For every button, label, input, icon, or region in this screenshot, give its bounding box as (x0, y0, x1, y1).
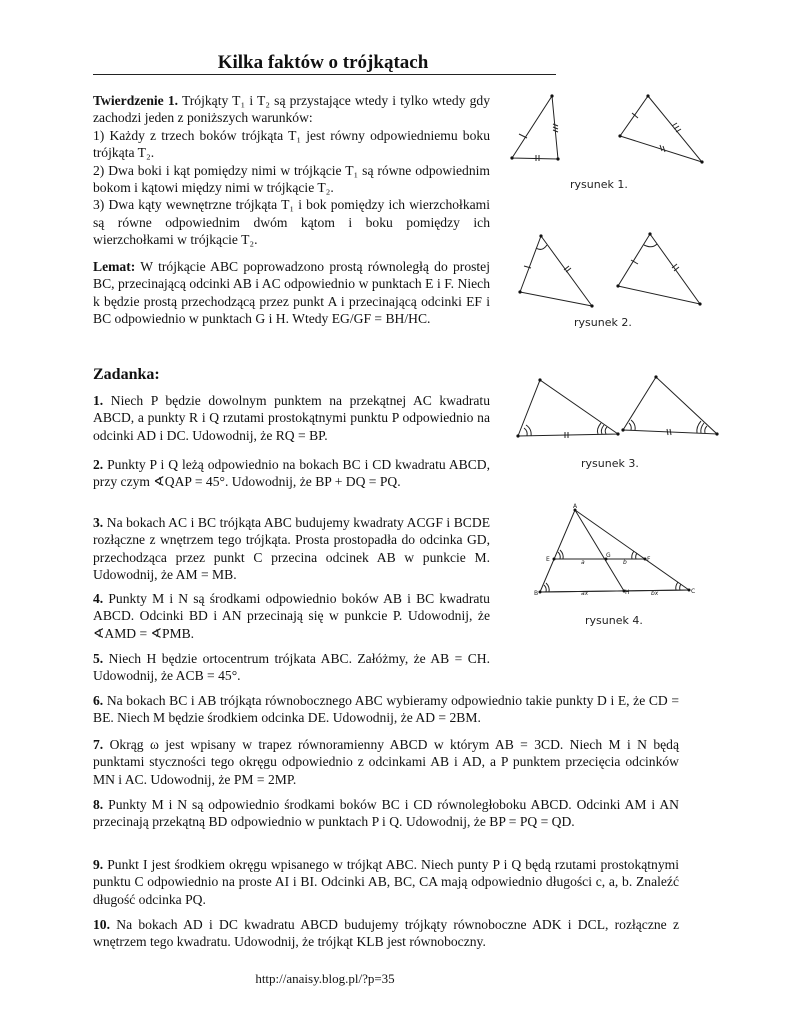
problem-text: Punkty M i N są odpowiednio środkami boków BC i CD równoległoboku ABCD. Odcinki AM i AN przecinają przekątną BD odpowiednio w punktach P i Q. Udowodnij, że BP = PQ = QD. (93, 797, 680, 830)
problem-number: 9. (93, 857, 104, 872)
figure-1 (500, 88, 730, 198)
lemma-label: Lemat: (93, 259, 136, 274)
problem-text: Okrąg ω jest wpisany w trapez równoramienny ABCD w którym AB = 3CD. Niech M i N będą punktami styczności tego okręgu odpowiednio z odcinkami AB i AD, a P punktem przecięcia odcinków MN i AC. Udowodnij, że PM = 2MP. (93, 737, 679, 787)
fig1-triangle-left (512, 96, 558, 159)
lemma-text: W trójkącie ABC poprowadzono prostą równoległą do prostej BC, przecinającą odcinki AB i AC odpowiednio w punktach E i F. Niech k będzie prostą przechodzącą przez punkt A i przecinającą odcinki EF i BC odpowiednio w punktach G i H. Wtedy EG/GF = BH/HC. (93, 259, 490, 327)
footer-url: http://anaisy.blog.pl/?p=35 (255, 971, 395, 986)
figure-3-label: rysunek 3. (581, 457, 639, 470)
problem-text: Na bokach AC i BC trójkąta ABC budujemy kwadraty ACGF i BCDE rozłączne z wnętrzem tego trójkąta. Prosta prostopadła do odcinka GD, przechodząca przez punkt C przecina odcinek AB w punkcie M. Udowodnij, że AM = MB. (93, 515, 490, 583)
theorem-text: Trójkąty T₁ i T₂ są przystające wtedy i tylko wtedy gdy zachodzi jeden z poniższych warunków: (93, 93, 490, 126)
problem-7 (93, 736, 679, 788)
fig4-point-G: G (606, 552, 611, 559)
theorem-block (93, 92, 490, 249)
problem-number: 5. (93, 651, 104, 666)
fig4-point-B: B (534, 590, 539, 597)
fig4-line-AH (575, 510, 624, 591)
theorem-condition-1: 1) Każdy z trzech boków trójkąta T₁ jest równy odpowiedniemu boku trójkąta T₂. (93, 127, 490, 161)
problem-text: Na bokach BC i AB trójkąta równobocznego ABC wybieramy odpowiednio takie punkty D i E, że CD = BE. Niech M będzie środkiem odcinka DE. Udowodnij, że AD = 2BM. (93, 693, 679, 726)
problem-6 (93, 692, 679, 727)
figure-2-label: rysunek 2. (574, 316, 632, 329)
problem-5 (93, 650, 490, 685)
problem-number: 4. (93, 591, 104, 606)
problem-number: 7. (93, 737, 104, 752)
title-divider (93, 74, 556, 75)
figure-4 (525, 500, 730, 635)
page-title: Kilka faktów o trójkątach (217, 52, 429, 73)
problem-10 (93, 916, 679, 951)
fig4-triangle (540, 510, 689, 592)
problem-number: 1. (93, 393, 104, 408)
figure-1-label: rysunek 1. (570, 178, 628, 191)
problem-number: 2. (93, 457, 104, 472)
problem-text: Punkty P i Q leżą odpowiednio na bokach BC i CD kwadratu ABCD, przy czym ∢QAP = 45°. Udowodnij, że BP + DQ = PQ. (93, 457, 490, 490)
fig4-label-a: a (581, 559, 585, 566)
problem-number: 3. (93, 515, 104, 530)
theorem-label: Twierdzenie 1. (93, 93, 179, 108)
fig4-label-b: b (623, 559, 627, 566)
problem-8 (93, 796, 679, 831)
problem-number: 10. (93, 917, 110, 932)
fig2-triangle-right (618, 234, 700, 304)
theorem-condition-2: 2) Dwa boki i kąt pomiędzy nimi w trójkącie T₁ są równe odpowiednim bokom i kątowi między nimi w trójkącie T₂. (93, 162, 490, 196)
problem-text: Na bokach AD i DC kwadratu ABCD budujemy trójkąty równoboczne ADK i DCL, rozłączne z wnętrzem tego kwadratu. Udowodnij, że trójkąt KLB jest równoboczny. (93, 917, 679, 950)
problem-1 (93, 392, 490, 444)
section-heading: Zadanka: (93, 366, 160, 383)
fig4-point-A: A (573, 503, 578, 510)
fig1-triangle-right (620, 96, 702, 162)
fig2-triangle-left (520, 236, 592, 306)
fig4-label-ax: ax (581, 590, 589, 597)
problem-text: Niech P będzie dowolnym punktem na przekątnej AC kwadratu ABCD, a punkty R i Q rzutami prostokątnymi punktu P odpowiednio na odcinki AD i DC. Udowodnij, że RQ = BP. (93, 393, 491, 443)
problem-number: 8. (93, 797, 104, 812)
problem-text: Punkt I jest środkiem okręgu wpisanego w trójkąt ABC. Niech punty P i Q będą rzutami prostokątnymi punktu C odpowiednio na proste AI i BI. Odcinki AB, BC, CA mają odpowiednio długości c, a, b. Znaleźć długość odcinka PQ. (93, 857, 679, 907)
figure-2 (500, 226, 730, 336)
fig4-point-F: F (647, 556, 651, 563)
fig4-point-E: E (546, 556, 550, 563)
lemma-block (93, 258, 490, 328)
fig4-label-bx: bx (651, 590, 659, 597)
problem-text: Punkty M i N są środkami odpowiednio boków AB i BC kwadratu ABCD. Odcinki BD i AN przecinają się w punkcie P. Udowodnij, że ∢AMD = ∢PMB. (93, 591, 490, 641)
problem-4 (93, 590, 490, 642)
figure-4-label: rysunek 4. (585, 614, 643, 627)
fig4-point-C: C (691, 588, 696, 595)
fig4-point-H: H (625, 589, 630, 596)
problem-2 (93, 456, 490, 491)
problem-text: Niech H będzie ortocentrum trójkata ABC. Załóżmy, że AB = CH. Udowodnij, że ACB = 45°. (93, 651, 491, 684)
problem-9 (93, 856, 679, 908)
theorem-condition-3: 3) Dwa kąty wewnętrzne trójkąta T₁ i bok pomiędzy ich wierzchołkami są równe odpowiednim dwóm kątom i boku pomiędzy ich wierzchołkami w trójkącie T₂. (93, 197, 490, 248)
fig3-triangle-left (518, 380, 618, 436)
problem-3 (93, 514, 490, 584)
problem-number: 6. (93, 693, 104, 708)
figure-3 (505, 370, 730, 475)
